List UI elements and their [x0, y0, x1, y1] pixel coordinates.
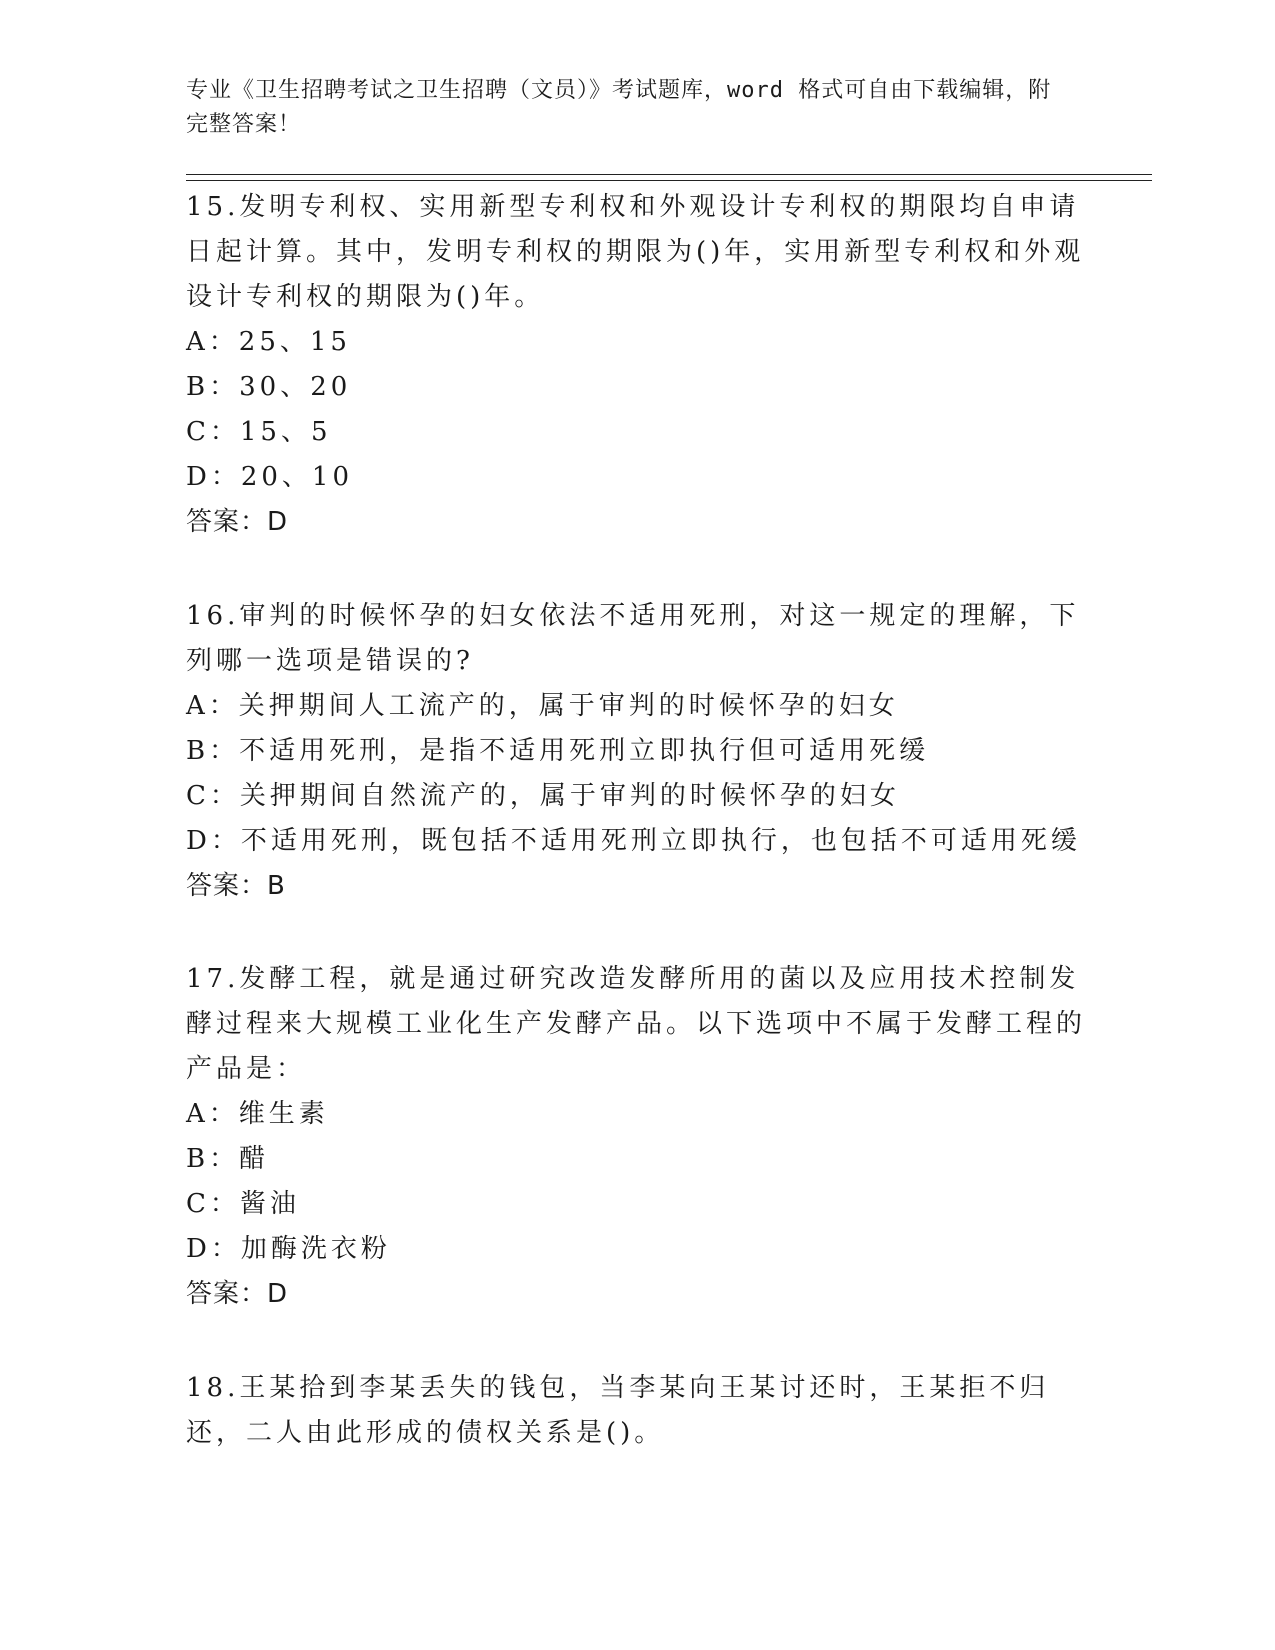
question-15 — [186, 185, 1086, 545]
option-b: B：30、20 — [186, 372, 352, 402]
header-divider-top — [186, 174, 1152, 175]
question-stem: 15.发明专利权、实用新型专利权和外观设计专利权的期限均自申请日起计算。其中，发明专利权的期限为()年，实用新型专利权和外观设计专利权的期限为()年。 — [186, 192, 1085, 312]
question-stem: 18.王某拾到李某丢失的钱包，当李某向王某讨还时，王某拒不归还，二人由此形成的债权关系是()。 — [186, 1373, 1050, 1448]
answer-label: 答案：B — [186, 871, 286, 901]
option-c: C：关押期间自然流产的，属于审判的时候怀孕的妇女 — [186, 781, 900, 811]
option-c: C：酱油 — [186, 1189, 300, 1219]
question-17 — [186, 957, 1086, 1317]
option-c: C：15、5 — [186, 417, 332, 447]
question-16 — [186, 594, 1086, 909]
option-d: D：加酶洗衣粉 — [186, 1234, 391, 1264]
option-b: B：不适用死刑，是指不适用死刑立即执行但可适用死缓 — [186, 736, 930, 766]
question-stem: 17.发酵工程，就是通过研究改造发酵所用的菌以及应用技术控制发酵过程来大规模工业化生产发酵产品。以下选项中不属于发酵工程的产品是： — [186, 964, 1087, 1084]
answer-label: 答案：D — [186, 1279, 289, 1309]
option-b: B：醋 — [186, 1144, 270, 1174]
header-divider-bottom — [186, 180, 1152, 181]
option-a: A：25、15 — [186, 327, 351, 357]
option-a: A：维生素 — [186, 1099, 329, 1129]
option-a: A：关押期间人工流产的，属于审判的时候怀孕的妇女 — [186, 691, 899, 721]
option-d: D：20、10 — [186, 462, 354, 492]
question-stem: 16.审判的时候怀孕的妇女依法不适用死刑，对这一规定的理解，下列哪一选项是错误的? — [186, 601, 1080, 676]
answer-label: 答案：D — [186, 507, 289, 537]
option-d: D：不适用死刑，既包括不适用死刑立即执行，也包括不可适用死缓 — [186, 826, 1081, 856]
document-header: 专业《卫生招聘考试之卫生招聘（文员）》考试题库，word 格式可自由下载编辑，附完整答案！ — [186, 78, 1052, 137]
question-18 — [186, 1366, 1086, 1456]
